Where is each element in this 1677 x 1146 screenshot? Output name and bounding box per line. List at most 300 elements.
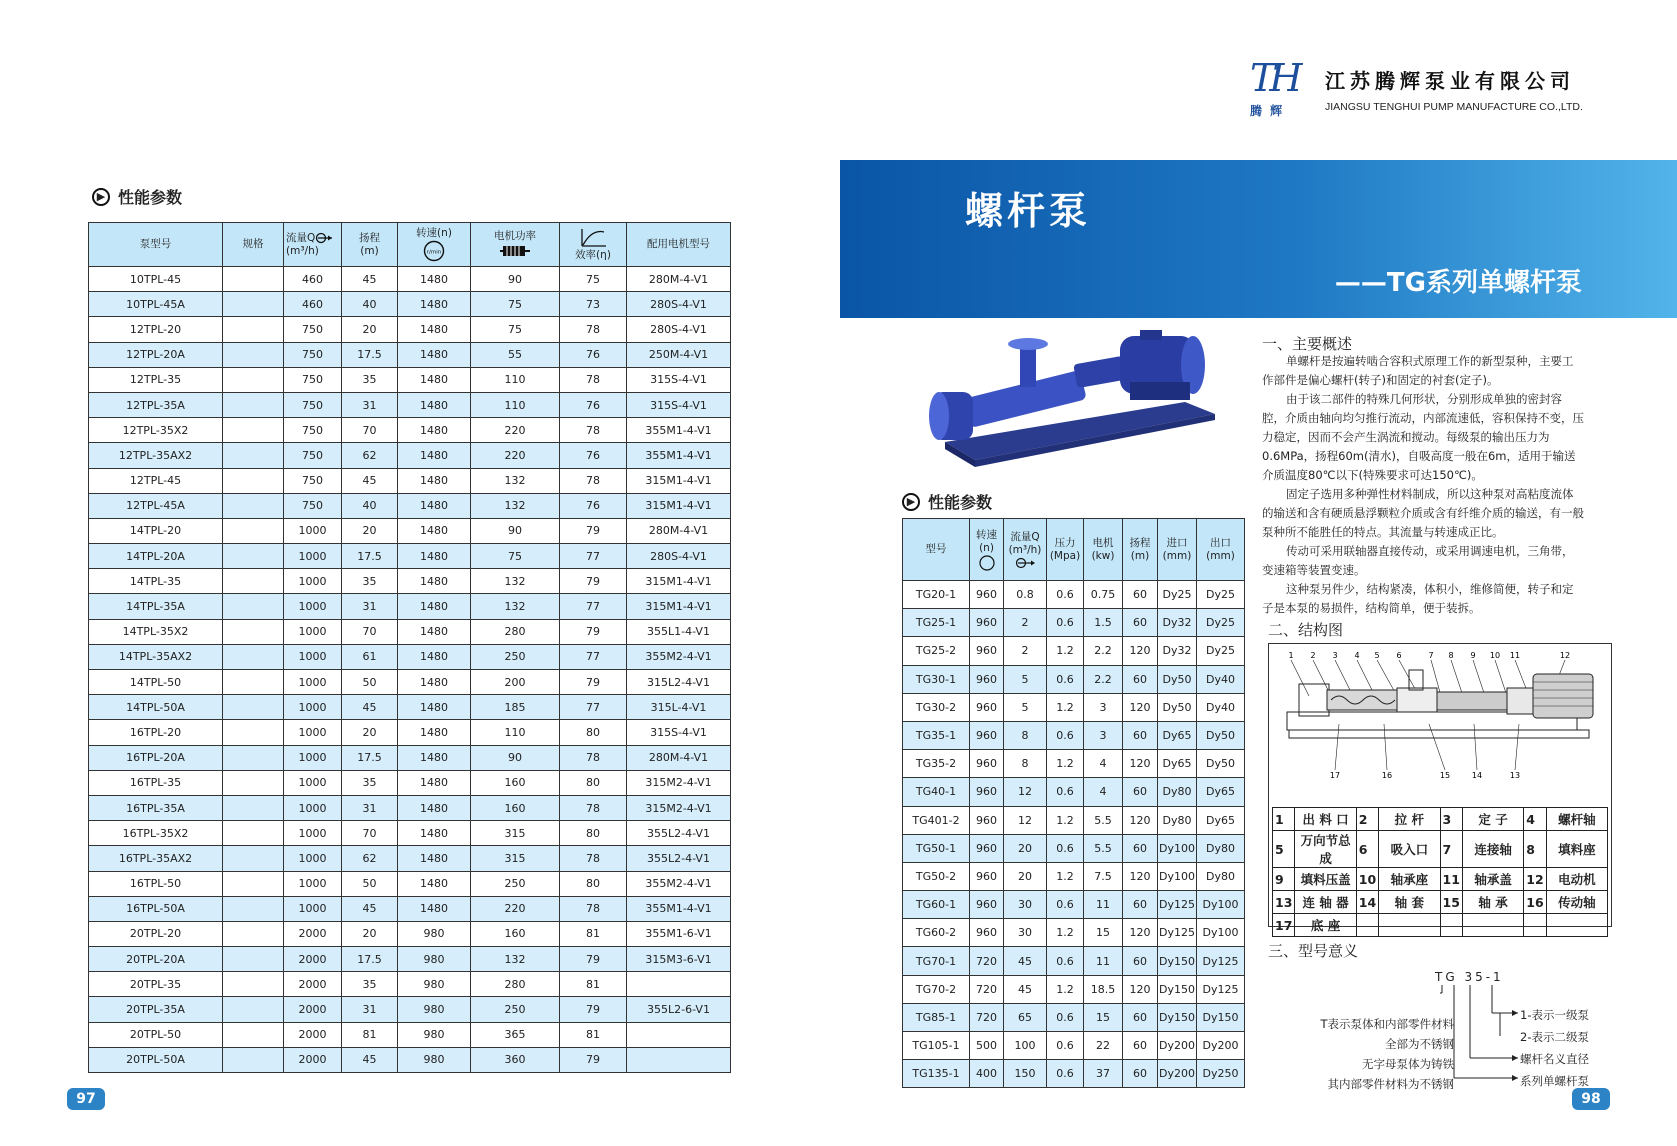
table-cell: 960 bbox=[970, 665, 1004, 693]
table-cell: 1480 bbox=[398, 569, 471, 594]
table-cell: Dy50 bbox=[1158, 665, 1197, 693]
table-cell: 11 bbox=[1084, 947, 1123, 975]
table-cell: 315M1-4-V1 bbox=[627, 569, 731, 594]
structure-heading: 二、结构图 bbox=[1268, 621, 1344, 639]
part-name: 传动轴 bbox=[1546, 891, 1607, 914]
overview-text bbox=[1262, 352, 1584, 618]
part-name: 出 料 口 bbox=[1295, 808, 1356, 831]
table-cell: 60 bbox=[1123, 581, 1158, 609]
overview-paragraph: 传动可采用联轴器直接传动，或采用调速电机，三角带，变速箱等装置变速。 bbox=[1262, 544, 1574, 577]
table-cell: 1000 bbox=[284, 670, 342, 695]
table-cell: 355L1-4-V1 bbox=[627, 619, 731, 644]
table-cell: 132 bbox=[471, 493, 560, 518]
callout-label: 2 bbox=[1310, 651, 1316, 660]
table-row bbox=[89, 392, 731, 417]
table-row bbox=[89, 342, 731, 367]
table-cell: 50 bbox=[342, 670, 398, 695]
th-efficiency: 效率(η) bbox=[560, 223, 627, 267]
pump-illustration bbox=[925, 322, 1225, 472]
table-cell: 16TPL-35 bbox=[89, 770, 223, 795]
table-cell: 90 bbox=[471, 745, 560, 770]
table-cell: 100 bbox=[1004, 1032, 1047, 1060]
table-cell: 1000 bbox=[284, 896, 342, 921]
table-cell: Dy150 bbox=[1158, 947, 1197, 975]
table-cell: 76 bbox=[560, 443, 627, 468]
table-cell: 355M1-4-V1 bbox=[627, 896, 731, 921]
table-row bbox=[903, 609, 1245, 637]
table-cell: 62 bbox=[342, 846, 398, 871]
table-row bbox=[89, 871, 731, 896]
table-row bbox=[89, 670, 731, 695]
table-cell: Dy40 bbox=[1197, 665, 1245, 693]
part-number: 7 bbox=[1440, 831, 1462, 868]
speed-gauge-icon bbox=[421, 240, 447, 262]
model-connector-lines bbox=[1440, 983, 1520, 1083]
table-cell bbox=[223, 795, 284, 820]
banner-title: 螺杆泵 bbox=[965, 189, 1092, 233]
table-cell: 31 bbox=[342, 594, 398, 619]
table-cell: Dy100 bbox=[1158, 862, 1197, 890]
table-cell: 1.2 bbox=[1047, 975, 1084, 1003]
table-cell: 280S-4-V1 bbox=[627, 544, 731, 569]
logo-letters: TH bbox=[1250, 56, 1297, 100]
table-cell: 0.6 bbox=[1047, 1032, 1084, 1060]
table-cell: 80 bbox=[560, 770, 627, 795]
table-cell: 110 bbox=[471, 392, 560, 417]
part-number bbox=[1356, 914, 1378, 937]
table-row bbox=[903, 721, 1245, 749]
part-name: 轴承盖 bbox=[1462, 868, 1523, 891]
table-cell: 14TPL-20A bbox=[89, 544, 223, 569]
table-cell bbox=[223, 770, 284, 795]
table-cell: 0.75 bbox=[1084, 581, 1123, 609]
table-cell: 5.5 bbox=[1084, 806, 1123, 834]
table-cell: 120 bbox=[1123, 862, 1158, 890]
table-cell: 355L2-4-V1 bbox=[627, 846, 731, 871]
table-cell: Dy125 bbox=[1158, 919, 1197, 947]
table-cell: 0.6 bbox=[1047, 581, 1084, 609]
arrow-right-icon: ▶ bbox=[902, 493, 920, 511]
part-number: 12 bbox=[1524, 868, 1546, 891]
arrow-right-icon: ▶ bbox=[92, 188, 110, 206]
th-r-model: 型号 bbox=[903, 519, 970, 581]
table-cell: 750 bbox=[284, 392, 342, 417]
table-row bbox=[89, 418, 731, 443]
table-cell: 750 bbox=[284, 317, 342, 342]
table-cell: 16TPL-50 bbox=[89, 871, 223, 896]
table-cell bbox=[223, 846, 284, 871]
th-r-motor: 电机 (kw) bbox=[1084, 519, 1123, 581]
table-row bbox=[903, 665, 1245, 693]
table-cell: 45 bbox=[342, 695, 398, 720]
model-label: T表示泵体和内部零件材料 bbox=[1320, 1017, 1454, 1031]
table-cell: Dy32 bbox=[1158, 637, 1197, 665]
callout-leader bbox=[1473, 660, 1485, 696]
table-cell: 250 bbox=[471, 871, 560, 896]
table-cell: Dy25 bbox=[1197, 581, 1245, 609]
table-cell: 81 bbox=[560, 972, 627, 997]
table-row bbox=[903, 834, 1245, 862]
table-cell: 14TPL-20 bbox=[89, 518, 223, 543]
table-cell: 1480 bbox=[398, 619, 471, 644]
table-row bbox=[903, 1003, 1245, 1031]
table-cell: 315M1-4-V1 bbox=[627, 594, 731, 619]
table-cell: 35 bbox=[342, 569, 398, 594]
table-cell: 55 bbox=[471, 342, 560, 367]
th-model: 泵型号 bbox=[89, 223, 223, 267]
table-cell: 60 bbox=[1123, 891, 1158, 919]
table-cell: 76 bbox=[560, 392, 627, 417]
table-cell: 12TPL-20 bbox=[89, 317, 223, 342]
table-cell: 1480 bbox=[398, 720, 471, 745]
table-cell: 315S-4-V1 bbox=[627, 367, 731, 392]
part-name: 吸入口 bbox=[1379, 831, 1440, 868]
table-cell: 78 bbox=[560, 468, 627, 493]
table-cell: 16TPL-20 bbox=[89, 720, 223, 745]
table-cell: Dy25 bbox=[1197, 637, 1245, 665]
table-cell: 31 bbox=[342, 997, 398, 1022]
th-r-pressure: 压力 (Mpa) bbox=[1047, 519, 1084, 581]
table-cell: Dy65 bbox=[1158, 750, 1197, 778]
table-row bbox=[903, 778, 1245, 806]
overview-paragraph: 由于该二部件的特殊几何形状，分别形成单独的密封容腔，介质由轴向均匀推行流动，内部流速低，容积保持不变，压力稳定，因而不会产生涡流和搅动。每级泵的输出压力为0.6MPa，扬程60m(清水)，自吸高度一般在6m，适用于输送介质温度80℃以下(特殊要求可达150℃)。 bbox=[1262, 392, 1584, 482]
table-cell: 750 bbox=[284, 367, 342, 392]
right-table-body bbox=[903, 581, 1245, 1088]
table-cell: 20TPL-35 bbox=[89, 972, 223, 997]
table-cell: 60 bbox=[1123, 834, 1158, 862]
table-cell: TG135-1 bbox=[903, 1060, 970, 1088]
callout-leader bbox=[1291, 660, 1309, 696]
speed-gauge-icon bbox=[977, 555, 997, 571]
model-label: 其内部零件材料为不锈钢 bbox=[1327, 1077, 1454, 1091]
structure-diagram-box bbox=[1268, 643, 1612, 933]
table-cell: 960 bbox=[970, 721, 1004, 749]
th-speed: 转速(n) r/min bbox=[398, 223, 471, 267]
table-cell: 110 bbox=[471, 367, 560, 392]
table-cell: 17.5 bbox=[342, 544, 398, 569]
table-cell: 1480 bbox=[398, 418, 471, 443]
table-cell: 1480 bbox=[398, 896, 471, 921]
table-cell: 78 bbox=[560, 795, 627, 820]
right-perf-title: ▶ 性能参数 bbox=[902, 490, 992, 513]
table-cell: Dy200 bbox=[1158, 1032, 1197, 1060]
table-cell: 20 bbox=[1004, 834, 1047, 862]
callout-leader bbox=[1515, 724, 1519, 770]
company-name-cn: 江苏腾辉泵业有限公司 bbox=[1325, 69, 1575, 93]
table-row bbox=[89, 997, 731, 1022]
table-cell: 980 bbox=[398, 947, 471, 972]
table-cell: 35 bbox=[342, 367, 398, 392]
table-cell: 3 bbox=[1084, 721, 1123, 749]
table-cell: 1.2 bbox=[1047, 693, 1084, 721]
th-r-head: 扬程 (m) bbox=[1123, 519, 1158, 581]
callout-leader bbox=[1429, 724, 1445, 770]
table-cell: 280M-4-V1 bbox=[627, 267, 731, 292]
table-cell bbox=[223, 972, 284, 997]
table-cell: TG105-1 bbox=[903, 1032, 970, 1060]
table-cell: 12TPL-35A bbox=[89, 392, 223, 417]
model-code: TG 35-1 bbox=[1435, 970, 1504, 984]
parts-row bbox=[1273, 868, 1608, 891]
table-cell: 2000 bbox=[284, 997, 342, 1022]
table-cell: 280M-4-V1 bbox=[627, 745, 731, 770]
table-cell: Dy50 bbox=[1158, 693, 1197, 721]
table-cell: 1000 bbox=[284, 695, 342, 720]
table-cell: TG25-1 bbox=[903, 609, 970, 637]
overview-paragraph: 这种泵另件少，结构紧凑，体积小，维修简便，转子和定子是本泵的易损件，结构简单，便于装拆。 bbox=[1262, 582, 1574, 615]
part-name: 轴 套 bbox=[1379, 891, 1440, 914]
table-cell: 1000 bbox=[284, 594, 342, 619]
table-cell: 20 bbox=[342, 720, 398, 745]
table-cell: 315L2-4-V1 bbox=[627, 670, 731, 695]
part-number: 3 bbox=[1440, 808, 1462, 831]
banner-subtitle: ——TG系列单螺杆泵 bbox=[1334, 268, 1582, 298]
table-cell: 17.5 bbox=[342, 342, 398, 367]
table-cell: Dy150 bbox=[1197, 1003, 1245, 1031]
table-cell: 960 bbox=[970, 693, 1004, 721]
model-label: 2-表示二级泵 bbox=[1520, 1030, 1589, 1044]
table-cell: 160 bbox=[471, 921, 560, 946]
table-cell: Dy25 bbox=[1158, 581, 1197, 609]
table-cell: 40 bbox=[342, 493, 398, 518]
table-cell: 460 bbox=[284, 267, 342, 292]
table-cell: 20TPL-50A bbox=[89, 1047, 223, 1072]
table-row bbox=[89, 594, 731, 619]
table-row bbox=[89, 468, 731, 493]
table-cell: 61 bbox=[342, 644, 398, 669]
table-cell: 4 bbox=[1084, 778, 1123, 806]
table-cell: 750 bbox=[284, 468, 342, 493]
table-cell bbox=[223, 493, 284, 518]
table-row bbox=[89, 267, 731, 292]
table-cell: 980 bbox=[398, 1047, 471, 1072]
table-cell: 315M3-6-V1 bbox=[627, 947, 731, 972]
table-cell: 460 bbox=[284, 292, 342, 317]
callouts-bottom bbox=[1330, 724, 1520, 780]
table-cell: 10TPL-45A bbox=[89, 292, 223, 317]
table-cell: 1000 bbox=[284, 871, 342, 896]
table-cell: 12 bbox=[1004, 806, 1047, 834]
table-cell: 960 bbox=[970, 778, 1004, 806]
table-cell: 150 bbox=[1004, 1060, 1047, 1088]
callout-leader bbox=[1451, 660, 1463, 696]
table-row bbox=[903, 637, 1245, 665]
table-cell: 315L-4-V1 bbox=[627, 695, 731, 720]
table-cell: 79 bbox=[560, 947, 627, 972]
table-cell: 1000 bbox=[284, 821, 342, 846]
company-name-en: JIANGSU TENGHUI PUMP MANUFACTURE CO.,LTD. bbox=[1325, 101, 1583, 113]
part-number: 15 bbox=[1440, 891, 1462, 914]
left-table-body bbox=[89, 267, 731, 1073]
table-cell: Dy65 bbox=[1197, 806, 1245, 834]
table-cell: TG60-1 bbox=[903, 891, 970, 919]
table-cell: 360 bbox=[471, 1047, 560, 1072]
part-number: 8 bbox=[1524, 831, 1546, 868]
table-cell: Dy65 bbox=[1197, 778, 1245, 806]
table-cell: TG70-2 bbox=[903, 975, 970, 1003]
table-cell: 79 bbox=[560, 619, 627, 644]
table-cell: 2.2 bbox=[1084, 665, 1123, 693]
table-cell: 110 bbox=[471, 720, 560, 745]
table-cell: 1000 bbox=[284, 544, 342, 569]
part-name: 万向节总成 bbox=[1295, 831, 1356, 868]
table-cell bbox=[223, 392, 284, 417]
table-cell: Dy150 bbox=[1158, 1003, 1197, 1031]
table-cell: 20 bbox=[342, 518, 398, 543]
table-cell: 315 bbox=[471, 846, 560, 871]
table-cell: 37 bbox=[1084, 1060, 1123, 1088]
table-cell: 120 bbox=[1123, 806, 1158, 834]
right-performance-table bbox=[902, 518, 1245, 1088]
table-cell: TG401-2 bbox=[903, 806, 970, 834]
table-cell: 1480 bbox=[398, 292, 471, 317]
part-name: 连接轴 bbox=[1462, 831, 1523, 868]
part-number: 10 bbox=[1356, 868, 1378, 891]
table-cell: 16TPL-35X2 bbox=[89, 821, 223, 846]
table-cell: 45 bbox=[342, 1047, 398, 1072]
table-cell: 2 bbox=[1004, 609, 1047, 637]
table-cell: 0.6 bbox=[1047, 834, 1084, 862]
table-cell: Dy150 bbox=[1158, 975, 1197, 1003]
table-cell: 960 bbox=[970, 891, 1004, 919]
table-cell: 280S-4-V1 bbox=[627, 292, 731, 317]
callout-leader bbox=[1384, 724, 1387, 770]
table-cell: 14TPL-50 bbox=[89, 670, 223, 695]
part-number: 2 bbox=[1356, 808, 1378, 831]
table-cell: 8 bbox=[1004, 750, 1047, 778]
table-cell: 1.2 bbox=[1047, 750, 1084, 778]
table-cell: 78 bbox=[560, 745, 627, 770]
table-cell: 0.6 bbox=[1047, 891, 1084, 919]
table-cell bbox=[223, 292, 284, 317]
th-head: 扬程 (m) bbox=[342, 223, 398, 267]
part-number: 17 bbox=[1273, 914, 1295, 937]
callout-label: 17 bbox=[1329, 771, 1341, 780]
table-cell: 20TPL-35A bbox=[89, 997, 223, 1022]
table-cell bbox=[627, 1047, 731, 1072]
table-cell: 62 bbox=[342, 443, 398, 468]
table-cell: 1.5 bbox=[1084, 609, 1123, 637]
table-cell: 14TPL-35X2 bbox=[89, 619, 223, 644]
table-cell: Dy50 bbox=[1197, 750, 1245, 778]
table-cell: 1480 bbox=[398, 392, 471, 417]
th-power: 电机功率 bbox=[471, 223, 560, 267]
table-cell: 45 bbox=[342, 896, 398, 921]
table-cell: 70 bbox=[342, 418, 398, 443]
table-cell: 315S-4-V1 bbox=[627, 720, 731, 745]
table-cell: Dy80 bbox=[1158, 806, 1197, 834]
th-motor-model: 配用电机型号 bbox=[627, 223, 731, 267]
table-cell: 75 bbox=[560, 267, 627, 292]
table-cell: 30 bbox=[1004, 891, 1047, 919]
table-cell: 0.6 bbox=[1047, 1060, 1084, 1088]
table-cell: 31 bbox=[342, 795, 398, 820]
table-cell: 315M2-4-V1 bbox=[627, 795, 731, 820]
table-cell: 76 bbox=[560, 342, 627, 367]
callout-label: 3 bbox=[1332, 651, 1338, 660]
table-cell bbox=[223, 670, 284, 695]
table-cell: 355M1-4-V1 bbox=[627, 443, 731, 468]
table-cell: 1480 bbox=[398, 846, 471, 871]
table-cell: TG40-1 bbox=[903, 778, 970, 806]
table-row bbox=[89, 770, 731, 795]
table-cell: Dy80 bbox=[1197, 862, 1245, 890]
table-row bbox=[89, 518, 731, 543]
table-row bbox=[903, 750, 1245, 778]
table-cell: 280 bbox=[471, 972, 560, 997]
table-cell: 12 bbox=[1004, 778, 1047, 806]
callout-leader bbox=[1495, 660, 1507, 696]
table-cell: 79 bbox=[560, 670, 627, 695]
table-cell: 1480 bbox=[398, 745, 471, 770]
table-cell: 1000 bbox=[284, 745, 342, 770]
table-cell: 355M1-4-V1 bbox=[627, 418, 731, 443]
table-cell: 0.8 bbox=[1004, 581, 1047, 609]
table-cell: 79 bbox=[560, 1047, 627, 1072]
parts-row bbox=[1273, 914, 1608, 937]
table-cell bbox=[223, 569, 284, 594]
table-cell: 10TPL-45 bbox=[89, 267, 223, 292]
table-cell: Dy200 bbox=[1158, 1060, 1197, 1088]
table-cell: 45 bbox=[342, 267, 398, 292]
table-cell: 8 bbox=[1004, 721, 1047, 749]
table-cell: 75 bbox=[471, 317, 560, 342]
model-label: 1-表示一级泵 bbox=[1520, 1008, 1589, 1022]
table-cell bbox=[223, 921, 284, 946]
table-cell: 960 bbox=[970, 581, 1004, 609]
table-cell: 1000 bbox=[284, 720, 342, 745]
table-cell: Dy32 bbox=[1158, 609, 1197, 637]
table-cell: 132 bbox=[471, 569, 560, 594]
callout-label: 13 bbox=[1509, 771, 1521, 780]
table-cell: Dy80 bbox=[1158, 778, 1197, 806]
table-cell bbox=[223, 267, 284, 292]
table-cell: 16TPL-50A bbox=[89, 896, 223, 921]
part-number: 9 bbox=[1273, 868, 1295, 891]
part-number: 11 bbox=[1440, 868, 1462, 891]
table-cell: TG30-1 bbox=[903, 665, 970, 693]
table-cell: 81 bbox=[342, 1022, 398, 1047]
company-logo bbox=[1250, 58, 1310, 120]
table-cell: Dy40 bbox=[1197, 693, 1245, 721]
part-number bbox=[1524, 914, 1546, 937]
table-cell: 60 bbox=[1123, 947, 1158, 975]
table-cell: 160 bbox=[471, 770, 560, 795]
table-cell: 0.6 bbox=[1047, 947, 1084, 975]
table-cell: 12TPL-45 bbox=[89, 468, 223, 493]
table-row bbox=[903, 581, 1245, 609]
table-cell: 70 bbox=[342, 821, 398, 846]
table-cell: TG30-2 bbox=[903, 693, 970, 721]
table-cell: 960 bbox=[970, 609, 1004, 637]
table-cell: 20 bbox=[342, 317, 398, 342]
table-cell: 720 bbox=[970, 1003, 1004, 1031]
table-cell: 1000 bbox=[284, 619, 342, 644]
table-cell: 720 bbox=[970, 947, 1004, 975]
table-cell: 20 bbox=[1004, 862, 1047, 890]
part-name: 轴承座 bbox=[1379, 868, 1440, 891]
table-cell: 78 bbox=[560, 367, 627, 392]
table-cell: 1000 bbox=[284, 795, 342, 820]
table-cell: TG35-2 bbox=[903, 750, 970, 778]
table-cell: 1.2 bbox=[1047, 637, 1084, 665]
table-row bbox=[89, 972, 731, 997]
table-cell: 30 bbox=[1004, 919, 1047, 947]
table-cell: 80 bbox=[560, 821, 627, 846]
table-cell: 220 bbox=[471, 896, 560, 921]
model-left-labels bbox=[1262, 1014, 1454, 1094]
table-cell: 65 bbox=[1004, 1003, 1047, 1031]
